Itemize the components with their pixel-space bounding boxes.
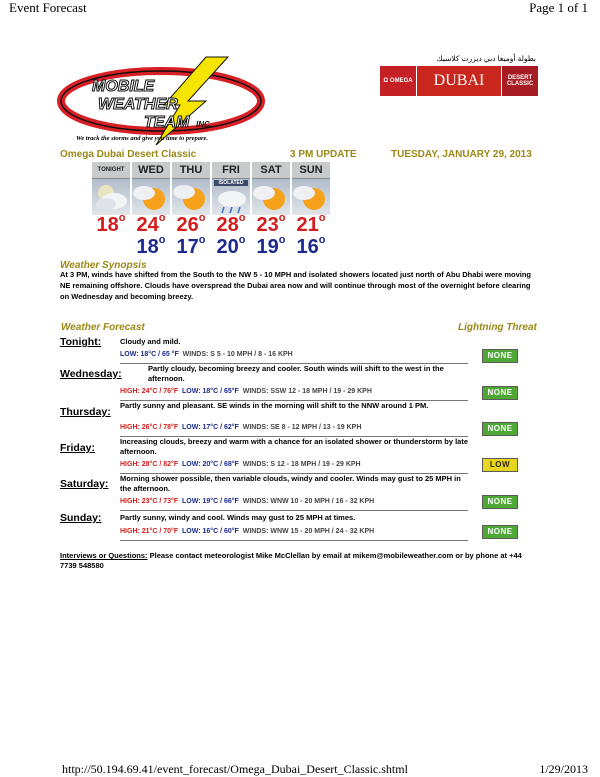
forecast-high: HIGH: 21°C / 70°F [120,528,179,535]
logo-line1: MOBILE [92,78,155,95]
strip-low-temp: 20$^o$ [216,234,246,258]
forecast-low: LOW: 17°C / 62°F [182,424,239,431]
forecast-winds: WINDS: WNW 15 - 20 MPH / 24 - 32 KPH [242,528,375,535]
lightning-threat-badge: LOW [482,458,518,472]
forecast-low: LOW: 18°C / 65°F [182,388,239,395]
partly-cloudy-night-icon [92,179,130,215]
update-label: 3 PM UPDATE [290,149,357,160]
strip-day-label: TONIGHT [92,162,130,179]
partly-sunny-icon [132,179,170,215]
sponsor-desert-classic: DESERT CLASSIC [501,66,538,96]
forecast-temps [120,528,374,535]
strip-day-sun [292,162,330,258]
forecast-high: HIGH: 23°C / 73°F [120,498,179,505]
forecast-day: Thursday: [60,406,111,418]
lightning-threat-badge: NONE [482,495,518,509]
strip-day-label: FRI [212,162,250,179]
lightning-threat-badge: NONE [482,386,518,400]
forecast-low: LOW: 20°C / 68°F [182,461,239,468]
forecast-day: Tonight: [60,336,102,348]
strip-day-label: WED [132,162,170,179]
strip-high-temp: 18$^o$ [96,212,126,236]
forecast-temps [120,461,361,468]
partly-sunny-icon [172,179,210,215]
forecast-winds: WINDS: S 12 - 18 MPH / 19 - 29 KPH [242,461,361,468]
strip-day-label: SAT [252,162,290,179]
forecast-text: Increasing clouds, breezy and warm with a chance for an isolated shower or thunderstorm by late afternoon. [120,437,469,456]
forecast-winds: WINDS: SE 8 - 12 MPH / 13 - 19 KPH [242,424,362,431]
logo-tagline: We track the storms and give you time to prepare. [76,135,209,142]
forecast-day: Friday: [60,442,96,454]
lightning-threat-badge: NONE [482,422,518,436]
omega-dubai-desert-classic-logo [380,54,538,98]
strip-day-fri [212,162,250,258]
lightning-threat-heading: Lightning Threat [458,322,537,333]
isolated-note: ISOLATED [214,180,248,186]
sponsor-dubai: DUBAI [417,66,501,96]
contact-text[interactable]: Please contact meteorologist Mike McClellan by email at mikem@mobileweather.com or by phone at +44 7739 548580 [60,551,522,570]
print-header-page: Page 1 of 1 [529,0,588,15]
forecast-day: Sunday: [60,512,102,524]
forecast-temps [120,498,374,505]
print-footer-url: http://50.194.69.41/event_forecast/Omega_Dubai_Desert_Classic.shtml [62,762,408,776]
forecast-day: Saturday: [60,478,109,490]
strip-high-temp: 26$^o$ [176,212,206,236]
strip-high-temp: 21$^o$ [296,212,326,236]
strip-low-temp: 16$^o$ [296,234,326,258]
forecast-temps [120,351,293,358]
strip-high-temp: 28$^o$ [216,212,246,236]
forecast-text: Morning shower possible, then variable clouds, windy and cooler. Winds may gust to 25 MPH in the afternoon. [120,474,461,493]
forecast-high: HIGH: 28°C / 82°F [120,461,179,468]
strip-day-wed [132,162,170,258]
sponsor-arabic-title: بطولة أوميغا دبي ديزرت كلاسيك [436,54,536,63]
synopsis-text: At 3 PM, winds have shifted from the South to the NW 5 - 10 MPH and isolated showers located just north of Abu Dhabi were moving NE remaining offshore. Clouds have overspread the Dubai area now and will continue through most of the overnight before clearing on Wednesday and becoming breezy. [60,270,532,301]
forecast-text: Cloudy and mild. [120,337,181,346]
strip-day-label: THU [172,162,210,179]
forecast-low: LOW: 16°C / 60°F [182,528,239,535]
forecast-temps [120,424,361,431]
logo-line2: WEATHER [98,96,178,113]
contact-label: Interviews or Questions: [60,551,148,560]
print-header-title: Event Forecast [9,0,87,15]
forecast-text: Partly cloudy, becoming breezy and cooler. South winds will shift to the west in the afternoon. [148,364,444,383]
forecast-winds: WINDS: WNW 10 - 20 MPH / 16 - 32 KPH [242,498,375,505]
strip-low-temp: 18$^o$ [136,234,166,258]
mobile-weather-team-logo [56,55,266,147]
forecast-high: HIGH: 26°C / 78°F [120,424,179,431]
lightning-threat-badge: NONE [482,525,518,539]
forecast-low: LOW: 19°C / 66°F [182,498,239,505]
event-date: TUESDAY, JANUARY 29, 2013 [391,149,532,160]
strip-day-thu [172,162,210,258]
forecast-day: Wednesday: [60,368,122,380]
forecast-winds: WINDS: SSW 12 - 18 MPH / 19 - 29 KPH [242,388,372,395]
logo-line3: TEAM [144,114,190,131]
partly-sunny-icon [252,179,290,215]
strip-high-temp: 23$^o$ [256,212,286,236]
forecast-text: Partly sunny, windy and cool. Winds may gust to 25 MPH at times. [120,513,356,522]
partly-sunny-icon [292,179,330,215]
lightning-threat-badge: NONE [482,349,518,363]
strip-day-label: SUN [292,162,330,179]
forecast-text: Partly sunny and pleasant. SE winds in the morning will shift to the NNW around 1 PM. [120,401,429,410]
forecast-heading: Weather Forecast [61,322,145,333]
forecast-winds: WINDS: S 5 - 10 MPH / 8 - 16 KPH [182,351,293,358]
strip-day-sat [252,162,290,258]
sponsor-omega: Ω OMEGA [380,66,417,96]
forecast-strip [92,162,330,258]
strip-day-tonight [92,162,130,258]
print-footer-date: 1/29/2013 [539,762,588,776]
isolated-showers-icon [212,179,250,215]
strip-low-temp: 19$^o$ [256,234,286,258]
row-divider [120,540,468,541]
contact-info [60,551,540,571]
event-name: Omega Dubai Desert Classic [60,149,197,160]
logo-suffix: INC. [196,120,212,129]
strip-high-temp: 24$^o$ [136,212,166,236]
forecast-high: HIGH: 24°C / 76°F [120,388,179,395]
forecast-low: LOW: 18°C / 65 °F [120,351,179,358]
synopsis-heading: Weather Synopsis [60,260,147,271]
row-divider [120,510,468,511]
forecast-temps [120,388,372,395]
strip-low-temp: 17$^o$ [176,234,206,258]
